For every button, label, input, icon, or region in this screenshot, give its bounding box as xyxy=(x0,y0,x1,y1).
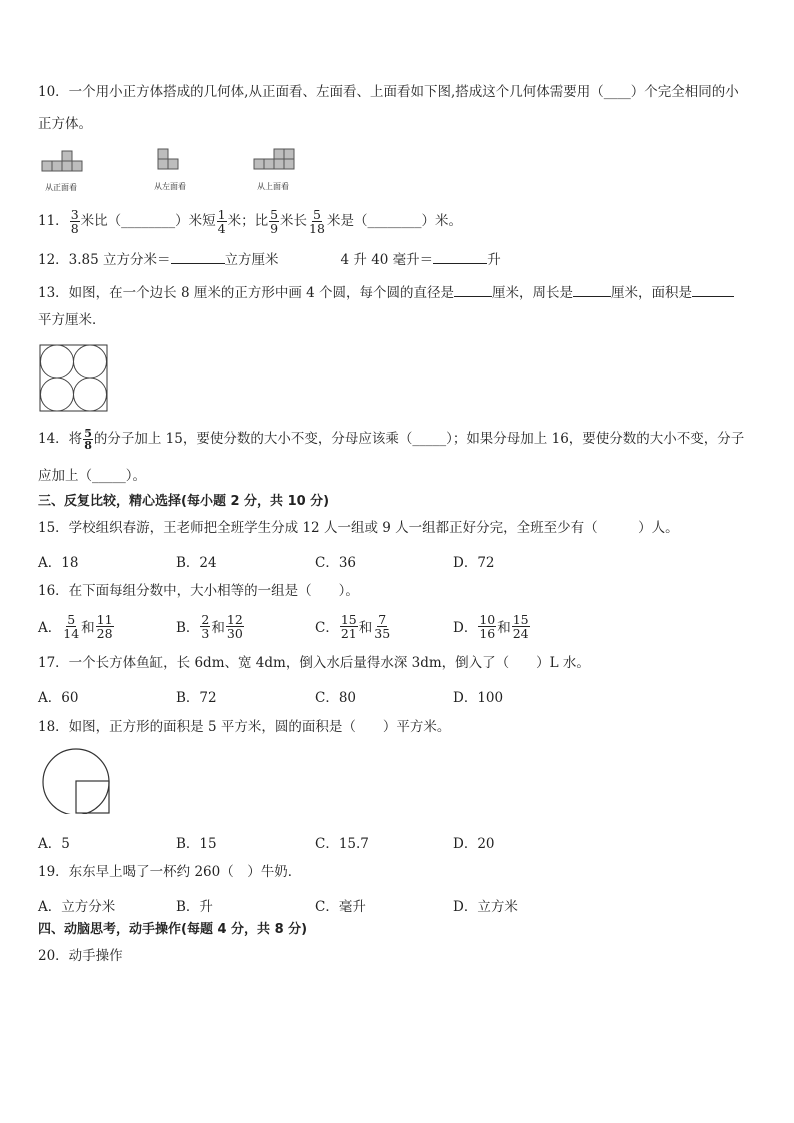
q16-option-d-label: D． xyxy=(453,620,478,636)
left-view-caption: 从左面看 xyxy=(154,182,186,191)
q12-text-3: 4 升 40 毫升＝ xyxy=(340,252,434,268)
q17-option-d[interactable]: D．100 xyxy=(453,690,504,706)
q15-option-d[interactable]: D．72 xyxy=(453,555,495,571)
q16-option-c-label: C． xyxy=(315,620,339,636)
q19-option-b[interactable]: B．升 xyxy=(176,899,213,915)
q12 xyxy=(38,249,501,269)
q16-option-b[interactable] xyxy=(176,606,245,646)
q13-text-1: 13．如图，在一个边长 8 厘米的正方形中画 4 个圆，每个圆的直径是 xyxy=(38,285,455,301)
q13-blank-3[interactable] xyxy=(692,282,734,297)
q11-fraction-3: $\frac{5}{9}$ xyxy=(270,206,279,236)
q11-text-5: 米是（________）米。 xyxy=(326,213,462,229)
q13-text-2: 厘米，周长是 xyxy=(492,285,574,301)
q12-text-1: 12．3.85 立方分米＝ xyxy=(38,252,171,268)
q18-option-d[interactable]: D．20 xyxy=(453,836,495,852)
q10-line1: 10．一个用小正方体搭成的几何体,从正面看、左面看、上面看如下图,搭成这个几何体需要用（____）个完全相同的小 xyxy=(38,84,739,100)
q16-a-fraction-2: $\frac{11}{28}$ xyxy=(96,611,113,641)
q14-text-2: 的分子加上 15，要使分数的大小不变，分母应该乘（_____）；如果分母加上 16，要使分数的大小不变，分子 xyxy=(93,431,745,447)
q16-d-fraction-1: $\frac{10}{16}$ xyxy=(479,611,496,641)
circle-with-square-figure xyxy=(38,748,114,814)
q13-line1 xyxy=(38,282,734,302)
q16-option-a-label: A． xyxy=(38,620,62,636)
q12-text-4: 升 xyxy=(487,252,501,268)
q15-option-a[interactable]: A．18 xyxy=(38,555,79,571)
q17-option-b[interactable]: B．72 xyxy=(176,690,217,706)
q16-option-b-label: B． xyxy=(176,620,200,636)
q19-option-d[interactable]: D．立方米 xyxy=(453,899,518,915)
q12-blank-1[interactable] xyxy=(171,249,225,264)
q11 xyxy=(38,203,462,239)
q18-text: 18．如图，正方形的面积是 5 平方米，圆的面积是（ ）平方米。 xyxy=(38,719,451,735)
q13-blank-2[interactable] xyxy=(573,282,611,297)
q16-text: 16．在下面每组分数中，大小相等的一组是（ ）。 xyxy=(38,583,359,599)
q19-text: 19．东东早上喝了一杯约 260（ ）牛奶． xyxy=(38,864,302,880)
q16-b-conj: 和 xyxy=(211,620,225,636)
q11-text-1: 11． xyxy=(38,213,69,229)
q16-b-fraction-1: $\frac{2}{3}$ xyxy=(201,611,210,641)
q16-c-conj: 和 xyxy=(358,620,373,636)
q15-text: 15．学校组织春游，王老师把全班学生分成 12 人一组或 9 人一组都正好分完，全班至少有（ ）人。 xyxy=(38,520,679,536)
square-with-four-circles-figure xyxy=(38,343,110,413)
q16-d-fraction-2: $\frac{15}{24}$ xyxy=(512,611,529,641)
q18-option-b[interactable]: B．15 xyxy=(176,836,217,852)
q16-a-fraction-1: $\frac{5}{14}$ xyxy=(63,611,80,641)
q11-fraction-2: $\frac{1}{4}$ xyxy=(217,206,226,236)
top-view-caption: 从上面看 xyxy=(257,182,289,191)
q11-fraction-4: $\frac{5}{18}$ xyxy=(309,206,325,236)
q13-text-3: 厘米，面积是 xyxy=(611,285,693,301)
q16-option-a[interactable] xyxy=(38,606,115,646)
q12-text-2: 立方厘米 xyxy=(224,252,279,268)
q17-option-c[interactable]: C．80 xyxy=(315,690,357,706)
q16-a-conj: 和 xyxy=(81,620,95,636)
q11-text-4: 米长 xyxy=(280,213,308,229)
q16-c-fraction-1: $\frac{15}{21}$ xyxy=(340,611,357,641)
q14-fraction: $\frac{5}{8}$ xyxy=(84,426,92,452)
q18-option-c[interactable]: C．15.7 xyxy=(315,836,369,852)
top-view-figure xyxy=(252,146,298,176)
q12-blank-2[interactable] xyxy=(433,249,487,264)
q16-d-conj: 和 xyxy=(497,620,511,636)
q16-b-fraction-2: $\frac{12}{30}$ xyxy=(226,611,243,641)
q16-option-d[interactable] xyxy=(453,606,531,646)
q15-option-c[interactable]: C．36 xyxy=(315,555,357,571)
q15-option-b[interactable]: B．24 xyxy=(176,555,217,571)
q11-fraction-1: $\frac{3}{8}$ xyxy=(70,206,79,236)
q11-text-3: 米；比 xyxy=(227,213,269,229)
left-view-figure xyxy=(156,146,182,176)
q11-text-2: 米比（________）米短 xyxy=(80,213,216,229)
q17-text: 17．一个长方体鱼缸，长 6dm、宽 4dm，倒入水后量得水深 3dm，倒入了（ ）L 水。 xyxy=(38,655,590,671)
q16-c-fraction-2: $\frac{7}{35}$ xyxy=(374,611,391,641)
q20-text: 20．动手操作 xyxy=(38,948,123,964)
q19-option-a[interactable]: A．立方分米 xyxy=(38,899,116,915)
front-view-caption: 从正面看 xyxy=(45,183,77,192)
q13-blank-1[interactable] xyxy=(454,282,492,297)
q14-text-1: 14．将 xyxy=(38,431,83,447)
q18-option-a[interactable]: A．5 xyxy=(38,836,70,852)
q16-option-c[interactable] xyxy=(315,606,392,646)
section-4-heading: 四、动脑思考，动手操作(每题 4 分，共 8 分) xyxy=(38,922,308,937)
q19-option-c[interactable]: C．毫升 xyxy=(315,899,366,915)
q14-line2: 应加上（_____）。 xyxy=(38,468,146,484)
section-3-heading: 三、反复比较，精心选择(每小题 2 分，共 10 分) xyxy=(38,494,330,509)
q14-line1 xyxy=(38,424,744,454)
q17-option-a[interactable]: A．60 xyxy=(38,690,79,706)
q10-line2: 正方体。 xyxy=(38,116,92,132)
front-view-figure xyxy=(40,148,90,178)
q13-line2: 平方厘米． xyxy=(38,312,106,328)
